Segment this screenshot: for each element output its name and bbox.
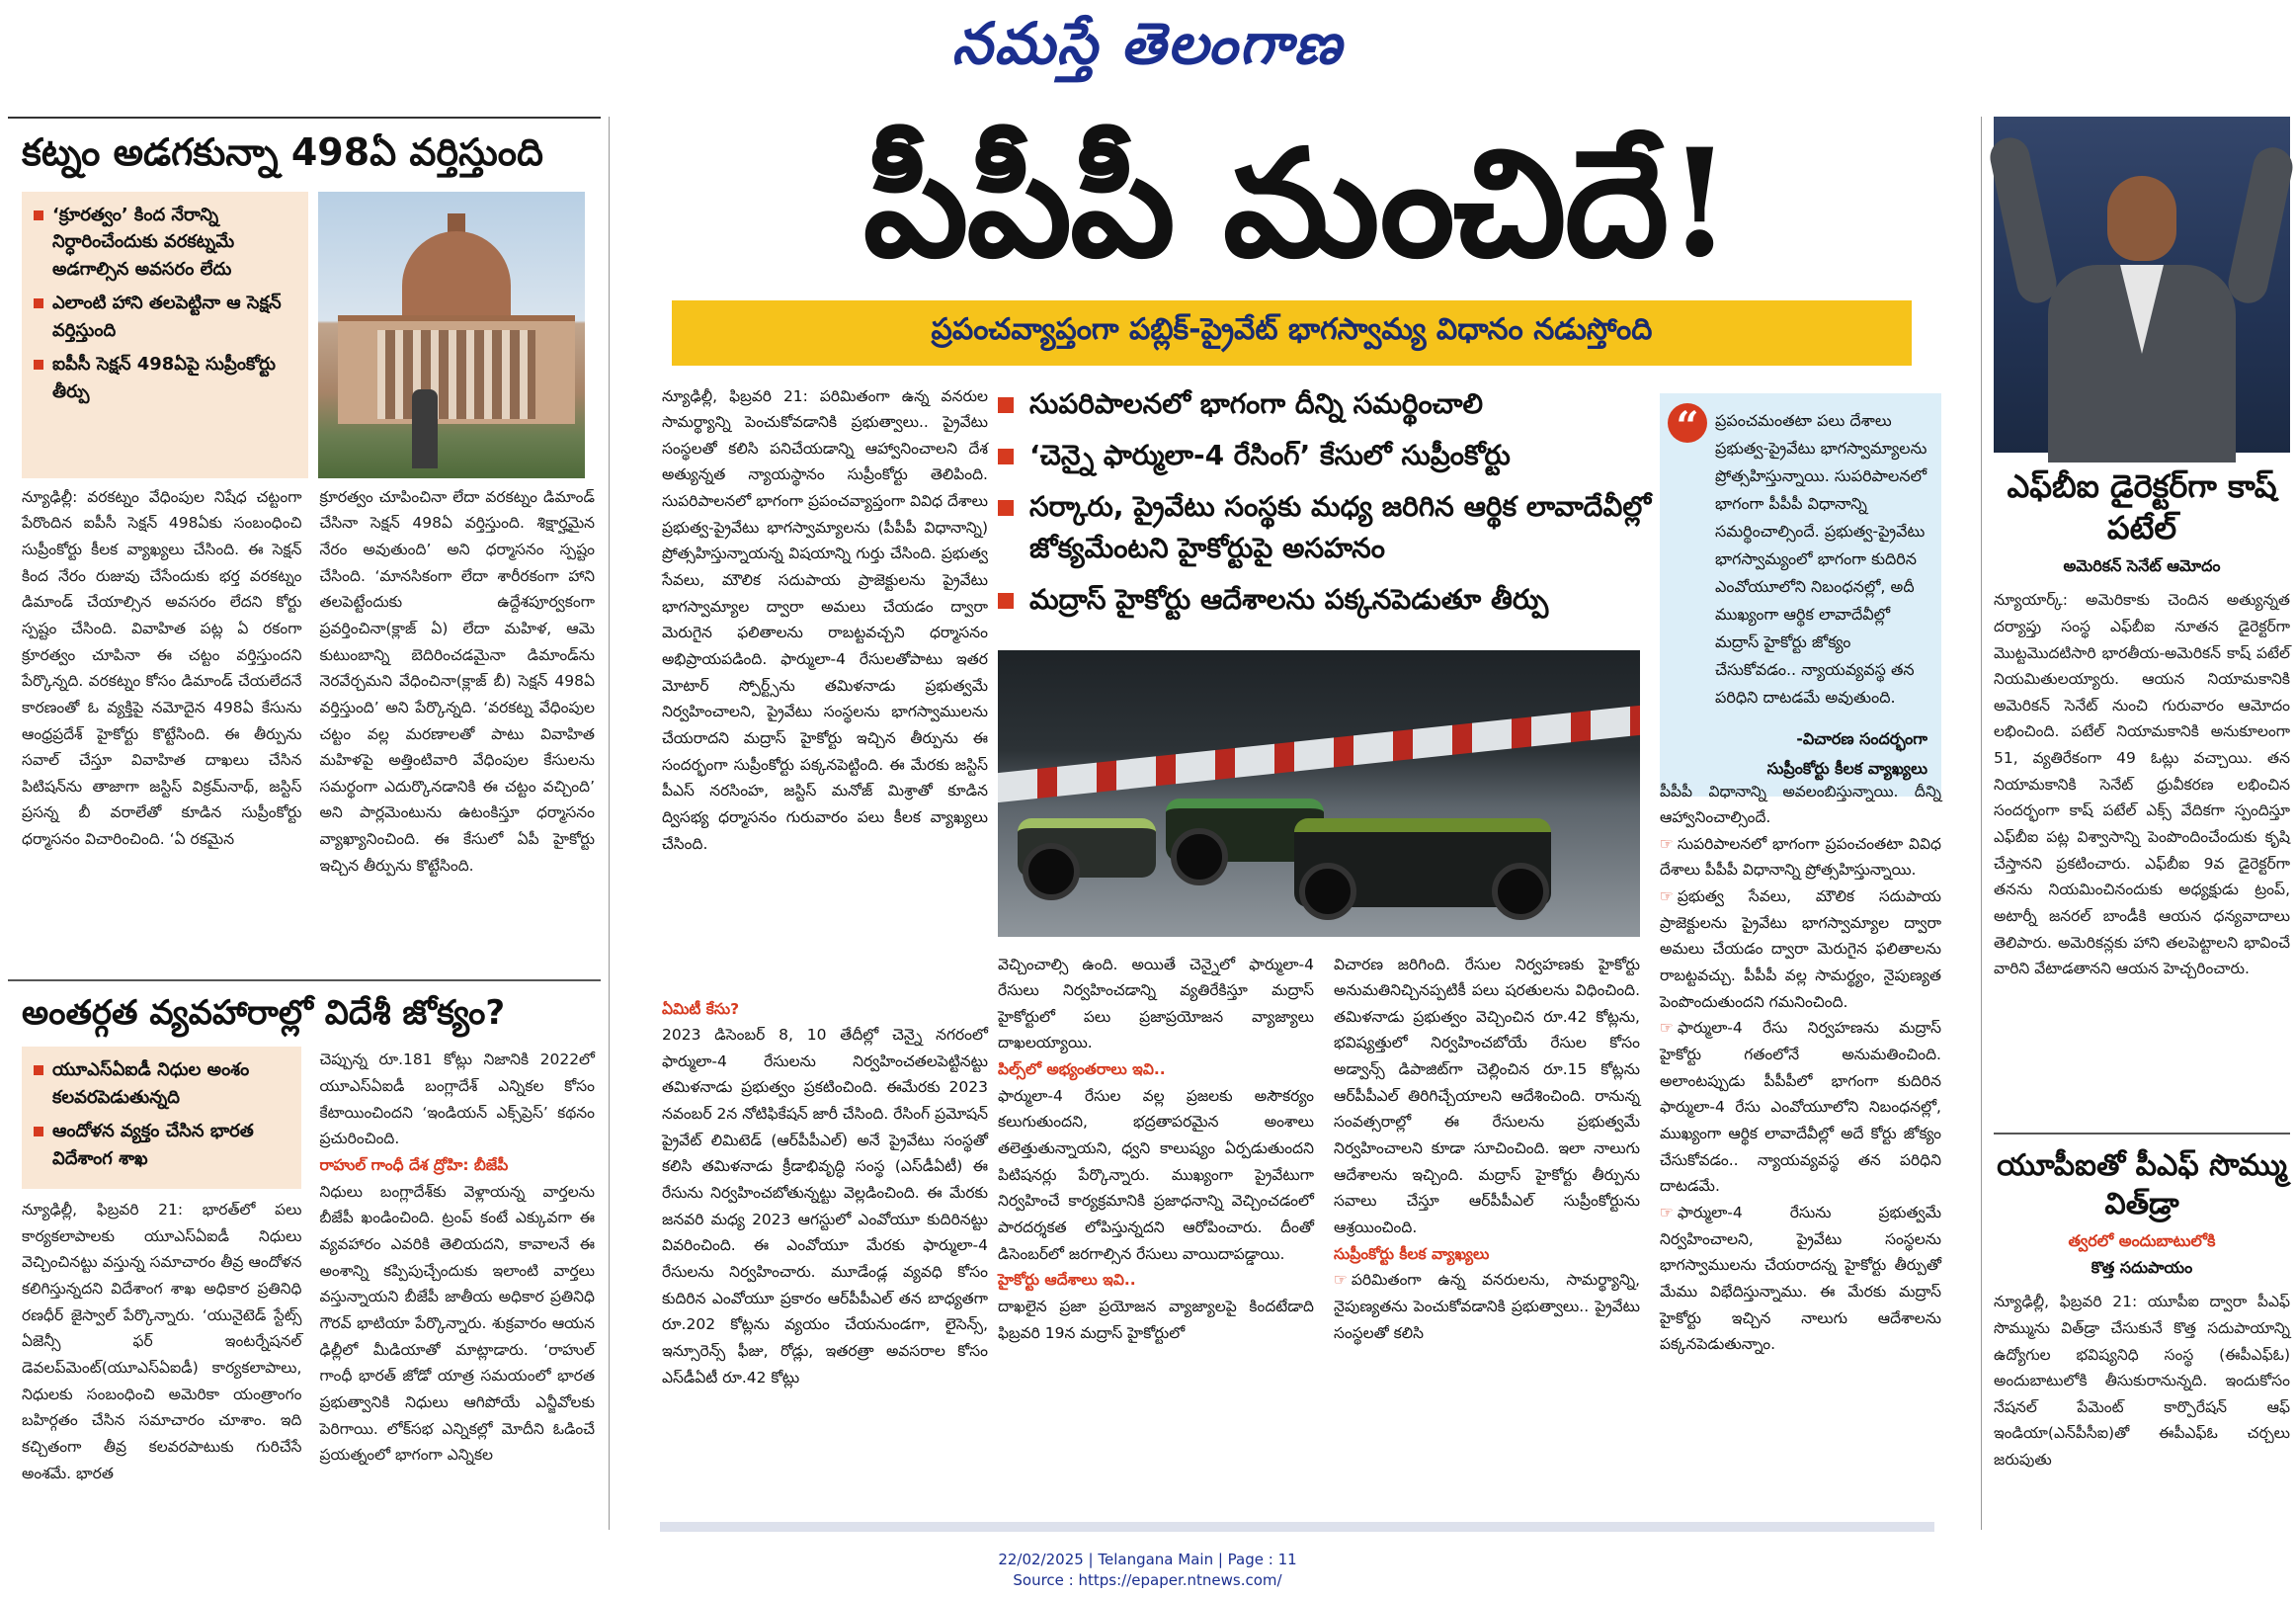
footer-date-page: 22/02/2025 | Telangana Main | Page : 11 (998, 1551, 1297, 1568)
bullet-icon (998, 593, 1014, 609)
main-col1-b: ఏమిటీ కేసు? 2023 డిసెంబర్ 8, 10 తేదీల్లో చెన్నై నగరంలో ఫార్ములా-4 రేసులను నిర్వహించతలపెట్టినట్టు తమిళనాడు ప్రభుత్వం ప్రకటించింది. ఈమేరకు 2023 నవంబర్ 2న నోటిఫికేషన్ జారీ చేసింది. రేసింగ్ ప్రమోషన్ ప్రైవేట్ లిమిటెడ్ (ఆర్‌పీపీఎల్) అనే ప్రైవేటు సంస్థతో కలిసి తమిళనాడు క్రీడాభివృద్ధి సంస్థ (ఎస్‌డీఏటీ) ఈ రేసును నిర్వహించబోతున్నట్టు వెల్లడించింది. ఈ మేరకు జనవరి మధ్య 2023 ఆగస్టులో ఎంవోయూ కుదిరినట్టు వివరించింది. ఈ ఎంవోయూ మేరకు ఫార్ములా-4 రేసులను నిర్వహించారు. మూడేండ్ల వ్యవధి కోసం కుదిరిన ఎంవోయూ ప్రకారం ఆర్‌పీపీఎల్ తన బాధ్యతగా రూ.202 కోట్లను వ్యయం చేయనుండగా, లైసెన్స్, ఇన్సూరెన్స్ ఫీజు, రోడ్లు, ఇతరత్రా అవసరాల కోసం ఎస్‌డీఏటీ రూ.42 కోట్లు (662, 999, 988, 1387)
right-story2-body: న్యూఢిల్లీ, ఫిబ్రవరి 21: యూపీఐ ద్వారా పీఎఫ్ సొమ్మును విత్‌డ్రా చేసుకునే కొత్త సదుపాయాన్ని ఉద్యోగుల భవిష్యనిధి సంస్థ (ఈపీఎఫ్‌ఓ) అందుబాటులోకి తీసుకురానున్నది. ఇందుకోసం నేషనల్ పేమెంట్ కార్పొరేషన్ ఆఫ్ ఇండియా(ఎన్‌పీసీఐ)తో ఈపీఎఫ్‌ఓ చర్చలు జరుపుతు (1994, 1293, 2290, 1470)
right-story1-headline: ఎఫ్‌బీఐ డైరెక్టర్‌గా కాష్ పటేల్ (2007, 467, 2277, 546)
story1-body-col2: క్రూరత్వం చూపించినా లేదా వరకట్నం డిమాండ్ చేసినా సెక్షన్ 498ఏ వర్తిస్తుంది. శిక్షార్హమైన నేరం అవుతుంది’ అని ధర్మాసనం స్పష్టం చేసింది. ‘మానసికంగా లేదా శారీరకంగా హాని తలపెట్టేందుకు ఉద్దేశపూర్వకంగా ప్రవర్తించినా(క్లాజ్ ఏ) లేదా మహిళ, ఆమె కుటుంబాన్ని బెదిరించడమైనా డిమాండ్‌ను నెరవేర్చమని వేధించినా(క్లాజ్ బీ) సెక్షన్ 498ఏ వర్తిస్తుంది’ అని పేర్కొన్నది. ‘వరకట్న వేధింపుల చట్టం వల్ల మరణాలతో పాటు వివాహిత మహిళపై అత్తింటివారి వేధింపుల కేసులను సమర్థంగా ఎదుర్కొనడానికి ఈ చట్టం వచ్చింది’ అని పార్లమెంటును ఉటంకిస్తూ ధర్మాసనం వ్యాఖ్యానించింది. ఈ కేసులో ఏపీ హైకోర్టు ఇచ్చిన తీర్పును కొట్టేసింది. (319, 487, 595, 875)
main-col4-item: ☞ సుపరిపాలనలో భాగంగా ప్రపంచంతటా వివిధ దేశాలు పీపీపీ విధానాన్ని ప్రోత్సహిస్తున్నాయి. (1660, 834, 1941, 880)
pull-quote (1660, 393, 1941, 797)
footer (0, 1550, 2295, 1591)
bullet-icon (998, 397, 1014, 413)
story2-body-col2: నిధులు బంగ్లాదేశ్‌కు వెళ్లాయన్న వార్తలను బీజేపీ ఖండించింది. ట్రంప్ కంటే ఎక్కువగా ఈ వ్యవహారం ఎవరికి తెలియదని, కావాలనే ఈ అంశాన్ని కప్పిపుచ్చేందుకు ఇలాంటి వార్తలు వస్తున్నాయని బీజేపీ జాతీయ అధికార ప్రతినిధి గౌరవ్ భాటియా పేర్కొన్నారు. శుక్రవారం ఆయన ఢిల్లీలో మీడియాతో మాట్లాడారు. ‘రాహుల్ గాంధీ భారత్ జోడో యాత్ర సమయంలో భారత ప్రభుత్వానికి నిధులు ఆగిపోయే ఎన్జీవోలకు పెరిగాయి. లోక్‌సభ ఎన్నికల్లో మోదీని ఓడించే ప్రయత్నంలో భాగంగా ఎన్నికల (319, 1182, 595, 1465)
story1-body (8, 478, 601, 964)
left-column (8, 117, 601, 1540)
main-col4-item: ☞ ప్రభుత్వ సేవలు, మౌలిక సదుపాయ ప్రాజెక్టులను ప్రైవేటు భాగస్వామ్యాల ద్వారా అమలు చేయడం ద్వారా మెరుగైన ఫలితాలను రాబట్టవచ్చు. పీపీపీ వల్ల సామర్థ్యం, నైపుణ్యత పెంపొందుతుందని గమనించింది. (1660, 887, 1941, 1011)
right-column (1994, 117, 2290, 1540)
main-bullet: మద్రాస్ హైకోర్టు ఆదేశాలను పక్కనపెడుతూ తీర్పు (998, 579, 1670, 621)
right-story2-sub1: త్వరలో అందుబాటులోకి (2068, 1231, 2216, 1251)
footer-source-link[interactable]: Source : https://epaper.ntnews.com/ (1013, 1571, 1282, 1589)
bullet-icon (34, 210, 43, 220)
bullet-icon (34, 1127, 43, 1136)
right-story1-sub: అమెరికన్ సెనేట్ ఆమోదం (2063, 556, 2221, 576)
story1-top (8, 186, 601, 478)
story1-point: ఐపీసీ సెక్షన్ 498ఏపై సుప్రీంకోర్టు తీర్పు (34, 351, 296, 406)
story1-point: ‘క్రూరత్వం’ కింద నేరాన్ని నిర్ధారించేందుకు వరకట్నమే అడగాల్సిన అవసరం లేదు (34, 202, 296, 285)
quote-attribution-2: సుప్రీంకోర్టు కీలక వ్యాఖ్యలు (1766, 758, 1927, 778)
bottom-band (660, 1522, 1934, 1532)
column-divider (1981, 117, 1982, 1530)
story2-body-intro: చెప్పున్న రూ.181 కోట్లు నిజానికి 2022లో యూఎస్ఏఐడీ బంగ్లాదేశ్ ఎన్నికల కోసం కేటాయించిందని ‘ఇండియన్ ఎక్స్‌ప్రెస్’ కథనం ప్రచురించింది. (319, 1051, 595, 1148)
main-deck: ప్రపంచవ్యాప్తంగా పబ్లిక్-ప్రైవేట్ భాగస్వామ్య విధానం నడుస్తోంది (672, 300, 1912, 366)
right-story2-headline: యూపీఐతో పీఎఫ్ సొమ్ము విత్‌డ్రా (1997, 1148, 2287, 1222)
bullet-icon (34, 298, 43, 308)
main-col2: వెచ్చించాల్సి ఉంది. అయితే చెన్నైలో ఫార్ములా-4 రేసులు నిర్వహించడాన్ని వ్యతిరేకిస్తూ మద్రాస్ హైకోర్టులో పలు ప్రజాప్రయోజన వ్యాజ్యాలు దాఖలయ్యాయి. పిల్స్‌లో అభ్యంతరాలు ఇవి.. ఫార్ములా-4 రేసుల వల్ల ప్రజలకు అసౌకర్యం కలుగుతుందని, భద్రతాపరమైన అంశాలు తలెత్తుతున్నాయని, ధ్వని కాలుష్యం ఏర్పడుతుందని పిటిషనర్లు పేర్కొన్నారు. ముఖ్యంగా ప్రైవేటుగా నిర్వహించే కార్యక్రమానికి ప్రజాధనాన్ని వెచ్చించడంలో పారదర్శకత లోపిస్తున్నదని ఆరోపించారు. దీంతో డిసెంబర్‌లో జరగాల్సిన రేసులు వాయిదాపడ్డాయి. హైకోర్టు ఆదేశాలు ఇవి.. దాఖలైన ప్రజా ప్రయోజన వ్యాజ్యాలపై కిందటేడాది ఫిబ్రవరి 19న మద్రాస్ హైకోర్టులో (998, 955, 1314, 1342)
pointer-icon: ☞ (1660, 834, 1674, 853)
story1-point: ఎలాంటి హాని తలపెట్టినా ఆ సెక్షన్ వర్తిస్తుంది (34, 290, 296, 345)
story1-body-col1: న్యూఢిల్లీ: వరకట్నం వేధింపుల నిషేధ చట్టంగా పేరొందిన ఐపీసీ సెక్షన్ 498ఏకు సంబంధించి సుప్రీంకోర్టు కీలక వ్యాఖ్యలు చేసింది. ఈ సెక్షన్ కింద నేరం రుజువు చేసేందుకు భర్త వరకట్నం డిమాండ్ చేయాల్సిన అవసరం లేదని కోర్టు స్పష్టం చేసింది. వివాహిత పట్ల ఏ రకంగా క్రూరత్వం చూపినా ఈ చట్టం వర్తిస్తుందని పేర్కొన్నది. వరకట్నం కోసం డిమాండ్ చేయలేదనే కారణంతో ఓ వ్యక్తిపై నమోదైన 498ఏ కేసును ఆంధ్రప్రదేశ్ హైకోర్టు కొట్టేసింది. ఈ తీర్పును సవాల్ చేస్తూ వివాహిత దాఖలు చేసిన పిటిషన్‌ను తాజాగా జస్టిస్ విక్రమ్‌నాథ్, జస్టిస్ ప్రసన్న బీ వరాలేతో కూడిన సుప్రీంకోర్టు ధర్మాసనం విచారించింది. ‘ఏ రకమైన (22, 487, 302, 849)
formula4-race-photo (998, 650, 1640, 937)
pointer-icon: ☞ (1660, 1019, 1674, 1038)
column-divider (609, 117, 610, 1530)
main-bullet: సుపరిపాలనలో భాగంగా దీన్ని సమర్థించాలి (998, 383, 1670, 425)
masthead-logo: నమస్తే తెలంగాణ (951, 10, 1344, 77)
kash-patel-photo (1994, 117, 2290, 453)
supreme-court-photo (318, 192, 585, 478)
quote-text: ప్రపంచమంతటా పలు దేశాలు ప్రభుత్వ-ప్రైవేటు భాగస్వామ్యాలను ప్రోత్సహిస్తున్నాయి. సుపరిపాలనలో భాగంగా పీపీపీ విధానాన్ని సమర్థించాల్సిందే. ప్రభుత్వ-ప్రైవేటు భాగస్వామ్యంలో భాగంగా కుదిరిన ఎంవోయూలోని నిబంధనల్లో, అదీ ముఖ్యంగా ఆర్థిక లావాదేవీల్లో మద్రాస్ హైకోర్టు జోక్యం చేసుకోవడం.. న్యాయవ్యవస్థ తన పరిధిని దాటడమే అవుతుంది. (1715, 410, 1927, 707)
right-story2-sub2: కొత్త సదుపాయం (2091, 1258, 2193, 1278)
bullet-icon (34, 1065, 43, 1075)
masthead (0, 0, 2295, 99)
bullet-icon (34, 360, 43, 370)
story2-body (8, 1043, 601, 1523)
bullet-icon (998, 500, 1014, 516)
quote-icon: “ (1668, 403, 1707, 443)
main-headline: పీపీపీ మంచిదే! (862, 117, 1731, 291)
story2-points (22, 1047, 301, 1189)
bullet-icon (998, 449, 1014, 464)
story2-point: యూఎస్ఏఐడీ నిధుల అంశం కలవరపెడుతున్నది (34, 1056, 289, 1112)
story2-body-col1: న్యూఢిల్లీ, ఫిబ్రవరి 21: భారత్‌లో పలు కార్యకలాపాలకు యూఎస్ఏఐడీ నిధులు వెచ్చించినట్టు వస్తున్న సమాచారం తీవ్ర ఆందోళన కలిగిస్తున్నదని విదేశాంగ శాఖ అధికార ప్రతినిధి రణధీర్ జైస్వాల్ పేర్కొన్నారు. ‘యునైటెడ్ స్టేట్స్ ఏజెన్సీ ఫర్ ఇంటర్నేషనల్ డెవలప్‌మెంట్(యూఎస్ఏఐడీ) కార్యకలాపాలు, నిధులకు సంబంధించి అమెరికా యంత్రాంగం బహిర్గతం చేసిన సమాచారం చూశాం. ఇది కచ్చితంగా తీవ్ర కలవరపాటుకు గురిచేసే అంశమే. భారత (22, 1200, 302, 1482)
pointer-icon: ☞ (1334, 1271, 1348, 1290)
story2-subhead: రాహుల్ గాంధీ దేశ ద్రోహి: బీజేపీ (319, 1156, 509, 1175)
main-story (652, 117, 1941, 1540)
main-col4: పీపీపీ విధానాన్ని అవలంబిస్తున్నాయి. దీన్ని ఆహ్వానించాల్సిందే. ☞ సుపరిపాలనలో భాగంగా ప్రపంచంతటా వివిధ దేశాలు పీపీపీ విధానాన్ని ప్రోత్సహిస్తున్నాయి. ☞ ప్రభుత్వ సేవలు, మౌలిక సదుపాయ ప్రాజెక్టులను ప్రైవేటు భాగస్వామ్యాల ద్వారా అమలు చేయడం ద్వారా మెరుగైన ఫలితాలను రాబట్టవచ్చు. పీపీపీ వల్ల సామర్థ్యం, నైపుణ్యత పెంపొందుతుందని గమనించింది. ☞ ఫార్ములా-4 రేసు నిర్వహణను మద్రాస్ హైకోర్టు గతంలోనే అనుమతించింది. అలాంటప్పుడు పీపీపీలో భాగంగా కుదిరిన ఫార్ములా-4 రేసు ఎంవోయూలోని నిబంధనల్లో, ముఖ్యంగా ఆర్థిక లావాదేవీల్లో అదే కోర్టు జోక్యం చేసుకోవడం.. న్యాయవ్యవస్థ తన పరిధిని దాటడమే. ☞ ఫార్ములా-4 రేసును ప్రభుత్వమే నిర్వహించాలని, ప్రైవేటు సంస్థలను భాగస్వాములను చేయరాదన్న హైకోర్టు తీర్పుతో మేము విభేదిస్తున్నాము. ఈ మేరకు మద్రాస్ హైకోర్టు ఇచ్చిన నాలుగు ఆదేశాలను పక్కనపెడుతున్నాం. (1660, 779, 1941, 1293)
story1-points (22, 192, 308, 478)
main-col4-item: ☞ ఫార్ములా-4 రేసు నిర్వహణను మద్రాస్ హైకోర్టు గతంలోనే అనుమతించింది. అలాంటప్పుడు పీపీపీలో భాగంగా కుదిరిన ఫార్ములా-4 రేసు ఎంవోయూలోని నిబంధనల్లో, ముఖ్యంగా ఆర్థిక లావాదేవీల్లో అదే కోర్టు జోక్యం చేసుకోవడం.. న్యాయవ్యవస్థ తన పరిధిని దాటడమే. (1660, 1019, 1941, 1196)
main-col3: విచారణ జరిగింది. రేసుల నిర్వహణకు హైకోర్టు అనుమతినిచ్చినప్పటికీ పలు షరతులను విధించింది. తమిళనాడు ప్రభుత్వం వెచ్చించిన రూ.42 కోట్లను, భవిష్యత్తులో నిర్వహించబోయే రేసుల కోసం అడ్వాన్స్ డిపాజిట్‌గా చెల్లించిన రూ.15 కోట్లను ఆర్‌పీపీఎల్ తిరిగిచ్చేయాలని ఆదేశించింది. రానున్న సంవత్సరాల్లో ఈ రేసులను ప్రభుత్వమే నిర్వహించాలని కూడా సూచించింది. ఇలా నాలుగు ఆదేశాలను ఇచ్చింది. మద్రాస్ హైకోర్టు తీర్పును సవాలు చేస్తూ ఆర్‌పీపీఎల్ సుప్రీంకోర్టును ఆశ్రయించింది. సుప్రీంకోర్టు కీలక వ్యాఖ్యలు ☞ పరిమితంగా ఉన్న వనరులను, సామర్థ్యాన్ని, నైపుణ్యతను పెంచుకోవడానికి ప్రభుత్వాలు.. ప్రైవేటు సంస్థలతో కలిసి (1334, 955, 1640, 1342)
story2-point: ఆందోళన వ్యక్తం చేసిన భారత విదేశాంగ శాఖ (34, 1118, 289, 1173)
main-col4-item: ☞ ఫార్ములా-4 రేసును ప్రభుత్వమే నిర్వహించాలని, ప్రైవేటు సంస్థలను భాగస్వాములను చేయరాదన్న హైకోర్టు తీర్పుతో మేము విభేదిస్తున్నాము. ఈ మేరకు మద్రాస్ హైకోర్టు ఇచ్చిన నాలుగు ఆదేశాలను పక్కనపెడుతున్నాం. (1660, 1204, 1941, 1354)
story1-headline: కట్నం అడగకున్నా 498ఏ వర్తిస్తుంది (8, 117, 601, 186)
divider (1994, 1133, 2290, 1135)
story2-headline: అంతర్గత వ్యవహారాల్లో విదేశీ జోక్యం? (22, 992, 506, 1033)
main-bullets (998, 383, 1670, 630)
pointer-icon: ☞ (1660, 1204, 1674, 1221)
main-bullet: ‘చెన్నై ఫార్ములా-4 రేసింగ్’ కేసులో సుప్రీంకోర్టు (998, 435, 1670, 476)
quote-attribution-1: -విచారణ సందర్భంగా (1796, 728, 1927, 748)
right-story1-body: న్యూయార్క్: అమెరికాకు చెందిన అత్యున్నత దర్యాప్తు సంస్థ ఎఫ్‌బీఐ నూతన డైరెక్టర్‌గా మొట్టమొదటిసారి భారతీయ-అమెరికన్ కాష్ పటేల్ నియమితులయ్యారు. ఆయన నియామకానికి అమెరికన్ సెనేట్ నుంచి గురువారం ఆమోదం లభించింది. పటేల్ నియామకానికి అనుకూలంగా 51, వ్యతిరేకంగా 49 ఓట్లు వచ్చాయి. తన నియామకానికి సెనేట్ ధ్రువీకరణ లభించిన సందర్భంగా కాష్ పటేల్ ఎక్స్ వేదికగా స్పందిస్తూ ఎఫ్‌బీఐ పట్ల విశ్వాసాన్ని పెంపొందించేందుకు కృషి చేస్తానని ప్రకటించారు. ఎఫ్‌బీఐ 9వ డైరెక్టర్‌గా తనను నియమించినందుకు అధ్యక్షుడు ట్రంప్, అటార్నీ జనరల్ బాండీకి ఆయన ధన్యవాదాలు తెలిపారు. అమెరికన్లకు హాని తలపెట్టాలని భావించే వారిని వేటాడతానని ఆయన హెచ్చరించారు. (1994, 591, 2290, 978)
main-col1: న్యూఢిల్లీ, ఫిబ్రవరి 21: పరిమితంగా ఉన్న వనరుల సామర్థ్యాన్ని పెంచుకోవడానికి ప్రభుత్వాలు.. ప్రైవేటు సంస్థలతో కలిసి పనిచేయడాన్ని ఆహ్వానించాలని దేశ అత్యున్నత న్యాయస్థానం సుప్రీంకోర్టు తెలిపింది. సుపరిపాలనలో భాగంగా ప్రపంచవ్యాప్తంగా వివిధ దేశాలు ప్రభుత్వ-ప్రైవేటు భాగస్వామ్యాలను (పీపీపీ విధానాన్ని) ప్రోత్సహిస్తున్నాయన్న విషయాన్ని గుర్తు చేసింది. ప్రభుత్వ సేవలు, మౌలిక సదుపాయ ప్రాజెక్టులను ప్రైవేటు భాగస్వామ్యాల ద్వారా అమలు చేయడం ద్వారా మెరుగైన ఫలితాలను రాబట్టవచ్చని ధర్మాసనం అభిప్రాయపడింది. ఫార్ములా-4 రేసులతోపాటు ఇతర మోటార్ స్పోర్ట్స్‌ను తమిళనాడు ప్రభుత్వమే నిర్వహించాలని, ప్రైవేటు సంస్థలను భాగస్వాములను చేయరాదని మద్రాస్ హైకోర్టు ఇచ్చిన తీర్పును ఈ సందర్భంగా సుప్రీంకోర్టు పక్కనపెట్టింది. ఈ మేరకు జస్టిస్ పీఎస్ నరసింహ, జస్టిస్ మనోజ్ మిశ్రాతో కూడిన ద్విసభ్య ధర్మాసనం గురువారం పలు కీలక వ్యాఖ్యలు చేసింది. (662, 386, 988, 853)
pointer-icon: ☞ (1660, 887, 1674, 906)
main-bullet: సర్కారు, ప్రైవేటు సంస్థకు మధ్య జరిగిన ఆర్థిక లావాదేవీల్లో జోక్యమేంటని హైకోర్టుపై అసహనం (998, 486, 1670, 569)
